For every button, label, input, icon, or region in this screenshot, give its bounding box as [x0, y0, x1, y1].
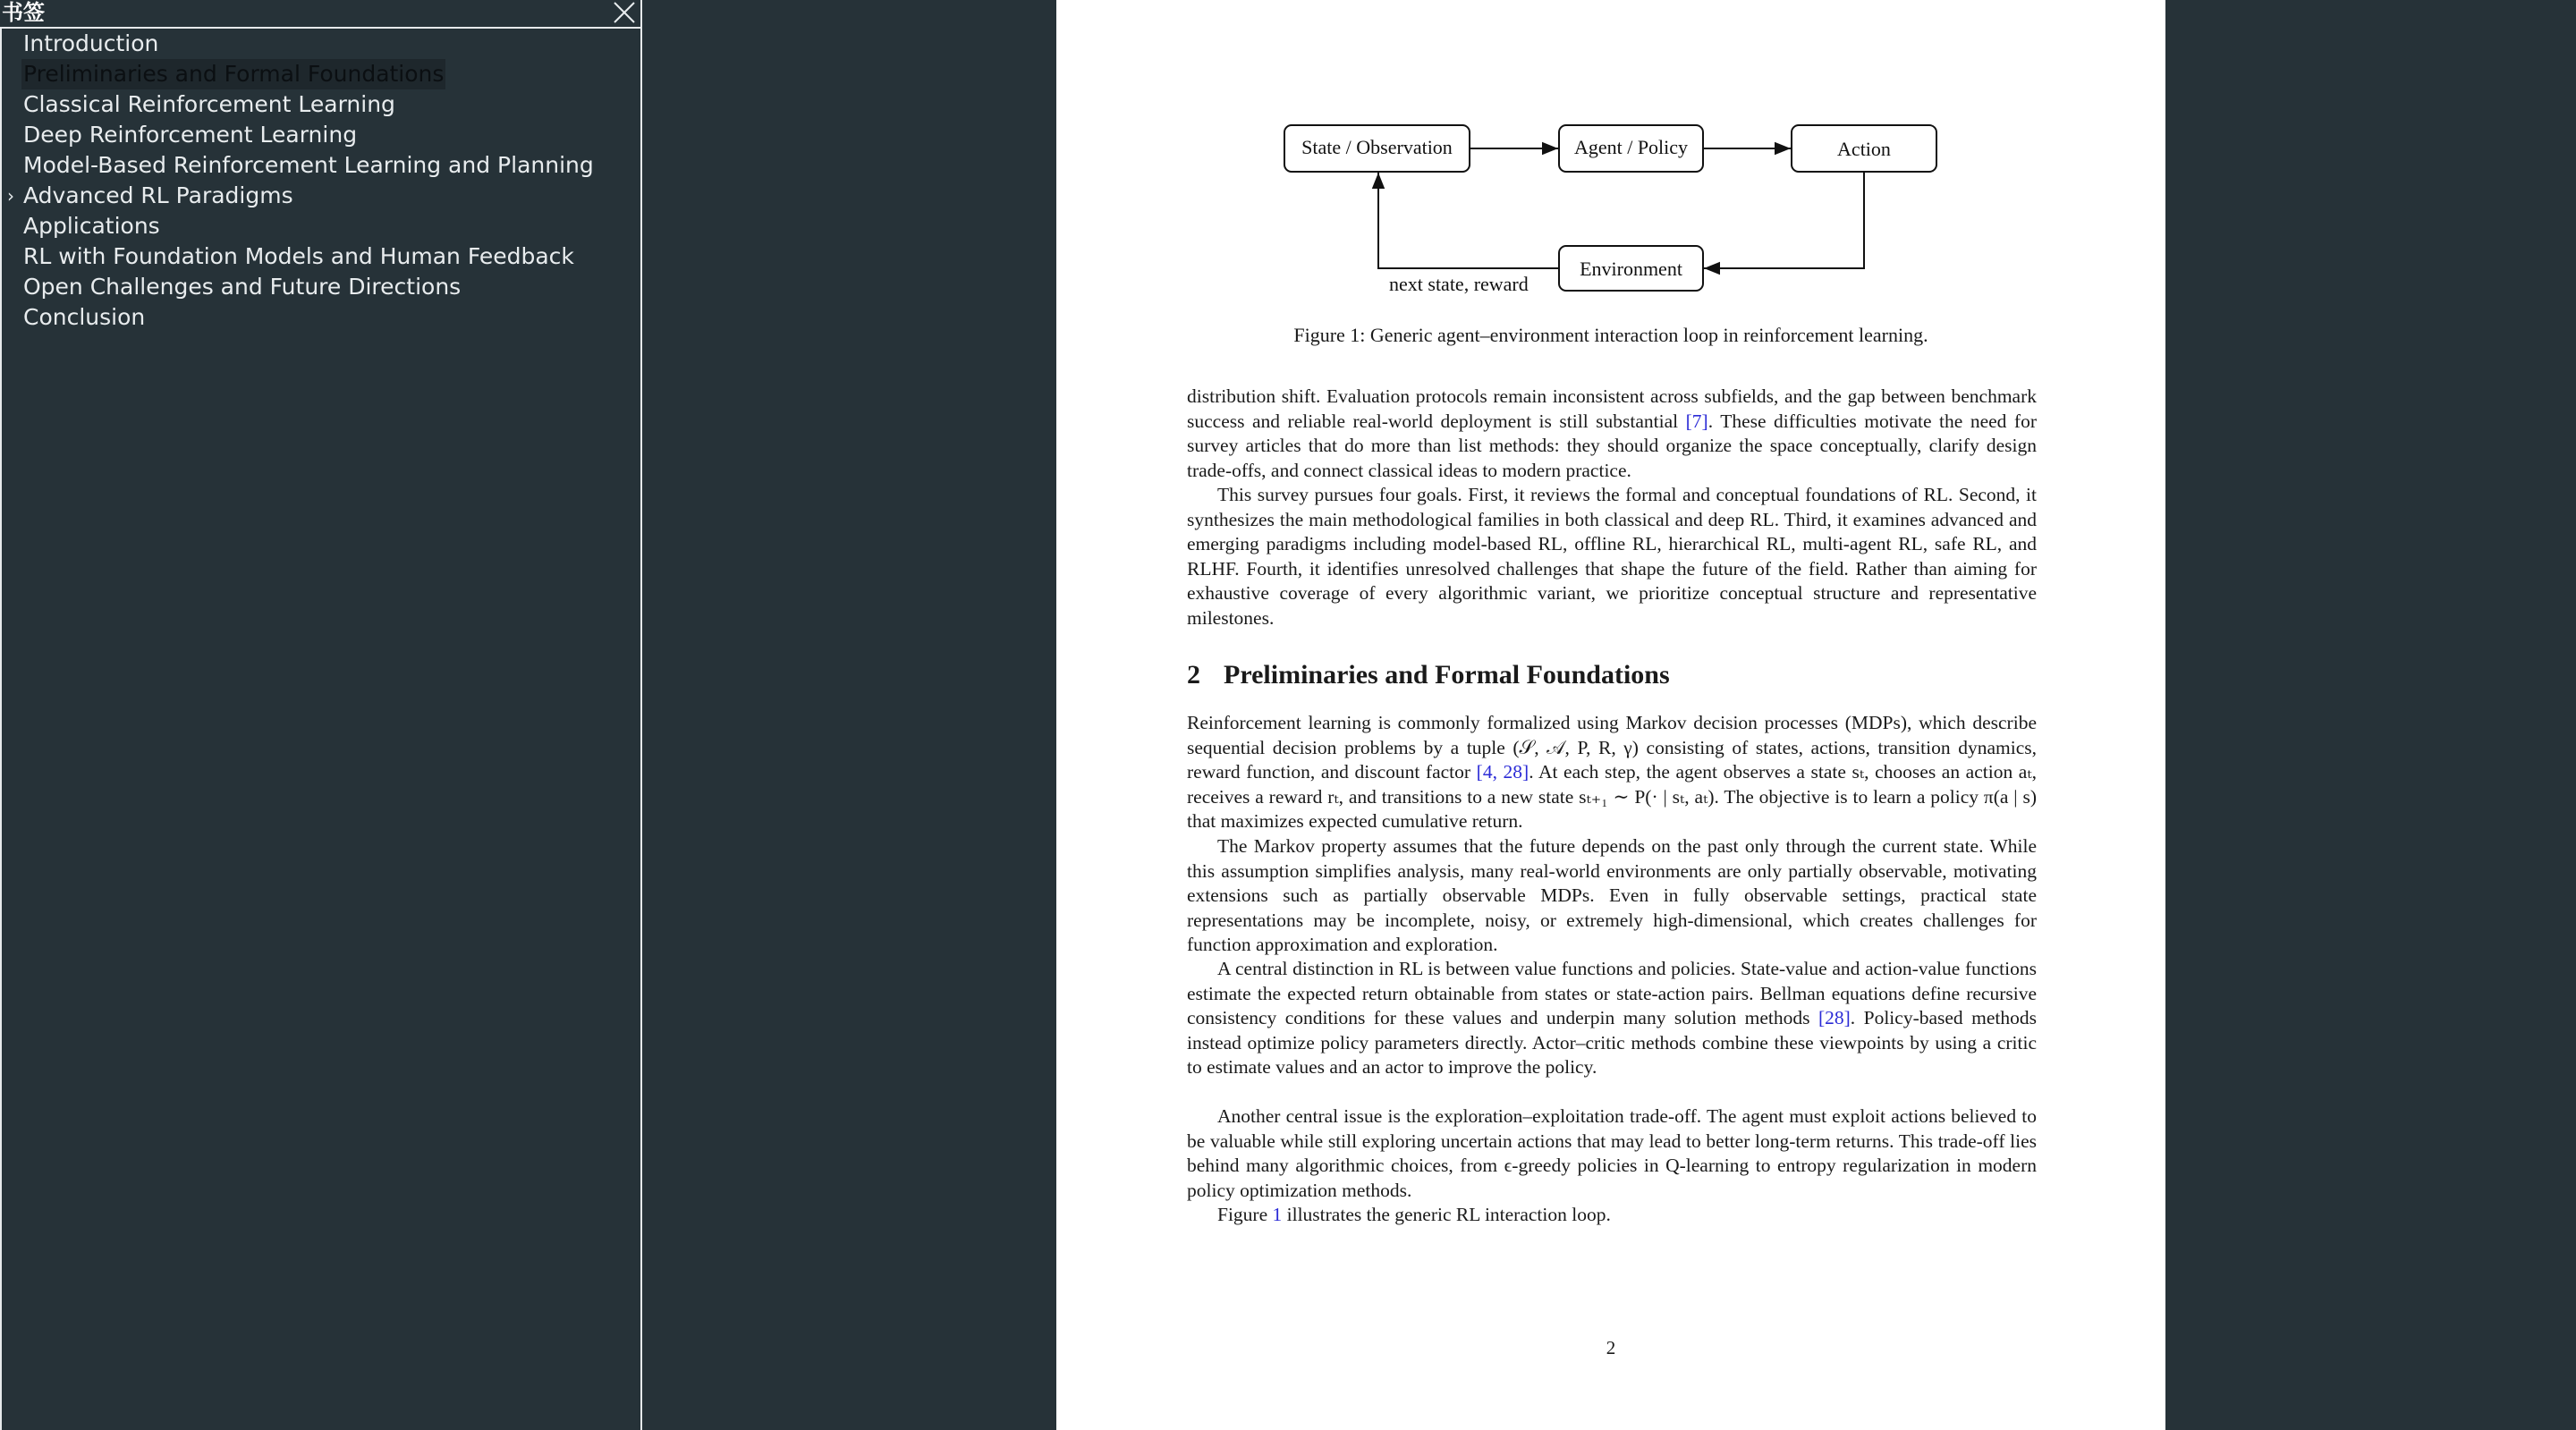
paragraph-text: The Markov property assumes that the future depends on the past only through the current state. While this assumption simplifies analysis, many real-world environments are only partially observable, motivating extensions such as partially observable MDPs. Even in fully observable settings, practical state representations may be incomplete, noisy, or extremely high-dimensional, which creates challenges for function approximation and exploration.	[1187, 835, 2037, 955]
node-environment-label: Environment	[1580, 258, 1682, 280]
bookmark-item[interactable]	[0, 120, 640, 150]
bookmark-item[interactable]	[0, 211, 640, 241]
section-title: Preliminaries and Formal Foundations	[1224, 660, 1670, 690]
paragraph-text: illustrates the generic RL interaction loop.	[1282, 1204, 1611, 1225]
body-paragraph	[1187, 1104, 2037, 1203]
bookmark-label: Deep Reinforcement Learning	[23, 122, 358, 148]
paragraph-text: This survey pursues four goals. First, it reviews the formal and conceptual foundations of RL. Second, it synthesizes the main methodological families in both classical and deep RL. Third, it examines advanced and emerging paradigms including model-based RL, offline RL, hierarchical RL, multi-agent RL, safe RL, and RLHF. Fourth, it identifies unresolved challenges that shape the future of the field. Rather than aiming for exhaustive coverage of every algorithmic variant, we prioritize conceptual structure and representative milestones.	[1187, 484, 2037, 629]
node-action-label: Action	[1837, 138, 1891, 160]
paragraph-text: distribution shift. Evaluation protocols remain inconsistent across subfields, and the gap between benchmark success and reliable real-world deployment is still substantial	[1187, 385, 2037, 432]
node-state-observation	[1284, 125, 1470, 172]
bookmark-label: Preliminaries and Formal Foundations	[21, 59, 445, 89]
paragraph-text: . At each step, the agent observes a state sₜ, chooses an action aₜ, receives a reward rₜ, and transitions to a new state sₜ₊₁ ∼ P(· | sₜ, aₜ). The objective is to learn a policy π(a | s) that maximizes expected cumulative return.	[1187, 761, 2037, 832]
bookmark-item[interactable]	[0, 241, 640, 272]
body-paragraph	[1187, 1203, 2037, 1228]
citation-link[interactable]: [4, 28]	[1476, 761, 1530, 783]
citation-link[interactable]: [28]	[1818, 1007, 1851, 1028]
paragraph-text: Another central issue is the exploration–exploitation trade-off. The agent must exploit actions believed to be valuable while still exploring uncertain actions that may lead to better long-term returns. This trade-off lies behind many algorithmic choices, from ϵ-greedy policies in Q-learning to entropy regularization in modern policy optimization methods.	[1187, 1105, 2037, 1201]
node-agent-label: Agent / Policy	[1573, 136, 1689, 158]
paragraph-text: Reinforcement learning is commonly formalized using Markov decision processes (MDPs), which describe sequential decision problems by a tuple (𝒮, 𝒜, P, R, γ) consisting of states, actions, transition dynamics, reward function, and discount factor	[1187, 712, 2037, 783]
pdf-page	[1056, 0, 2165, 1430]
bookmark-label: Open Challenges and Future Directions	[23, 274, 462, 300]
close-icon[interactable]	[610, 0, 637, 25]
node-agent-policy	[1559, 125, 1703, 172]
body-paragraph	[1187, 385, 2037, 483]
bookmark-label: Applications	[23, 213, 160, 239]
bookmark-list	[0, 29, 640, 333]
bookmark-item[interactable]	[0, 181, 640, 211]
bookmark-item[interactable]	[0, 59, 640, 89]
body-paragraph	[1187, 957, 2037, 1080]
section-heading	[1187, 660, 1670, 690]
paragraph-text: A central distinction in RL is between value functions and policies. State-value and action-value functions estimate the expected return obtainable from states or state-action pairs. Bellman equations define recursive consistency conditions for these values and underpin many solution methods	[1187, 958, 2037, 1028]
bookmark-label: RL with Foundation Models and Human Feedback	[23, 243, 574, 269]
page-number: 2	[1606, 1337, 1616, 1358]
bookmarks-panel-title: 书签	[2, 0, 45, 25]
edge-label-next-state-reward: next state, reward	[1389, 273, 1529, 295]
bookmark-label: Model-Based Reinforcement Learning and Planning	[23, 152, 594, 178]
bookmark-label: Introduction	[23, 30, 159, 56]
citation-link[interactable]: 1	[1272, 1204, 1283, 1225]
citation-link[interactable]: [7]	[1685, 410, 1708, 432]
body-paragraph	[1187, 711, 2037, 834]
bookmark-item[interactable]	[0, 302, 640, 333]
node-state-label: State / Observation	[1301, 136, 1453, 158]
edge-environment-to-state	[1378, 173, 1559, 268]
bookmark-item[interactable]	[0, 89, 640, 120]
bookmarks-panel	[0, 0, 642, 1430]
bookmark-label: Advanced RL Paradigms	[23, 182, 293, 208]
bookmark-item[interactable]	[0, 272, 640, 302]
bookmark-label: Classical Reinforcement Learning	[23, 91, 395, 117]
body-paragraph	[1187, 834, 2037, 958]
paragraph-text: . Policy-based methods instead optimize policy parameters directly. Actor–critic methods combine these viewpoints by using a critic to estimate values and an actor to improve the policy.	[1187, 1007, 2037, 1078]
node-environment	[1559, 246, 1703, 291]
chevron-right-icon[interactable]: ›	[7, 185, 14, 207]
body-paragraph	[1187, 483, 2037, 630]
rl-loop-diagram	[1056, 0, 2165, 322]
bookmark-item[interactable]	[0, 150, 640, 181]
paragraph-text: . These difficulties motivate the need for survey articles that do more than list methods: they should organize the space conceptually, clarify design trade-offs, and connect classical ideas to modern practice.	[1187, 410, 2037, 481]
figure-caption: Figure 1: Generic agent–environment interaction loop in reinforcement learning.	[1293, 324, 1928, 346]
node-action	[1792, 125, 1936, 172]
section-number: 2	[1187, 660, 1200, 690]
paragraph-text: Figure	[1217, 1204, 1273, 1225]
bookmark-item[interactable]	[0, 29, 640, 59]
edge-action-to-environment	[1704, 172, 1864, 268]
bookmark-label: Conclusion	[23, 304, 146, 330]
